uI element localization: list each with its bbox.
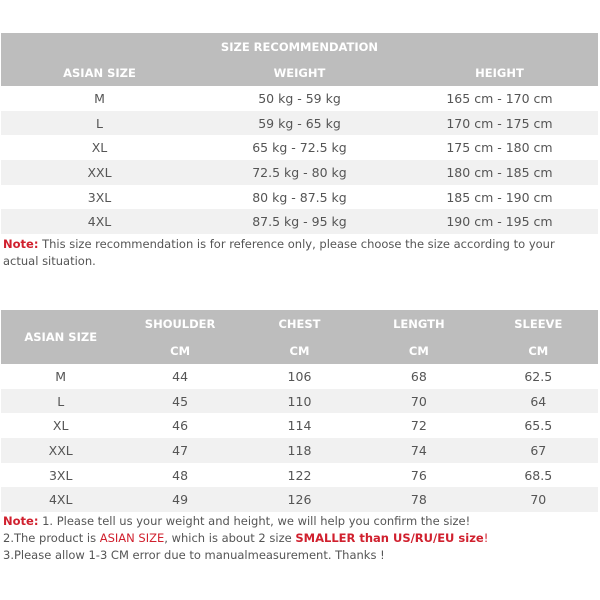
cell-size: 3XL (87, 189, 112, 205)
table-row (1, 135, 598, 160)
cell-chest: 114 (287, 418, 312, 434)
cell-size: 3XL (48, 467, 73, 483)
cell-shoulder: 44 (172, 368, 189, 384)
note-text: This size recommendation is for reference only, please choose the size according to your actual situation. (3, 237, 555, 268)
cell-sleeve: 68.5 (524, 467, 553, 483)
table-row (1, 364, 598, 389)
cell-weight: 65 kg - 72.5 kg (252, 140, 347, 156)
cell-length: 70 (410, 393, 427, 409)
cell-height: 180 cm - 185 cm (446, 164, 553, 180)
cell-sleeve: 62.5 (524, 368, 553, 384)
cell-height: 170 cm - 175 cm (446, 115, 553, 131)
note-line-2 (3, 530, 563, 547)
table-row (1, 438, 598, 463)
cell-shoulder: 48 (172, 467, 189, 483)
cell-weight: 59 kg - 65 kg (258, 115, 341, 131)
cell-size: M (55, 368, 67, 384)
note-line-2-text-c: , which is about 2 size (164, 531, 296, 545)
header-length: LENGTH (393, 316, 445, 331)
header-chest: CHEST (278, 316, 321, 331)
cell-shoulder: 46 (172, 418, 189, 434)
table-row (1, 185, 598, 210)
cell-shoulder: 49 (172, 492, 189, 508)
cell-length: 78 (410, 492, 427, 508)
cell-chest: 106 (287, 368, 312, 384)
cell-shoulder: 45 (172, 393, 189, 409)
note-line-1-text: 1. Please tell us your weight and height, we will help you confirm the size! (38, 514, 471, 528)
cell-size: XXL (48, 442, 73, 458)
cell-length: 74 (410, 442, 427, 458)
table-row (1, 160, 598, 185)
note-line-3: 3.Please allow 1-3 CM error due to manualmeasurement. Thanks ! (3, 548, 385, 562)
header-shoulder: SHOULDER (144, 316, 216, 331)
table-row (1, 463, 598, 488)
asian-size-highlight: ASIAN SIZE (99, 531, 165, 545)
cell-size: L (57, 393, 65, 409)
header-asian-size: ASIAN SIZE (63, 65, 136, 80)
cell-size: XXL (87, 164, 112, 180)
cell-height: 185 cm - 190 cm (446, 189, 553, 205)
note-label: Note: (3, 237, 39, 251)
cell-sleeve: 70 (530, 492, 547, 508)
table-title-row (1, 33, 598, 59)
cell-height: 190 cm - 195 cm (446, 214, 553, 230)
unit-sleeve: CM (528, 343, 549, 358)
cell-size: XL (52, 418, 69, 434)
cell-sleeve: 67 (530, 442, 547, 458)
header-sleeve: SLEEVE (514, 316, 563, 331)
table-row (1, 389, 598, 414)
table-row (1, 209, 598, 234)
cell-weight: 80 kg - 87.5 kg (252, 189, 347, 205)
header-asian-size: ASIAN SIZE (24, 330, 98, 344)
cell-length: 72 (410, 418, 427, 434)
cell-length: 68 (410, 368, 427, 384)
table-row (1, 111, 598, 136)
cell-size: L (96, 115, 103, 131)
header-weight: WEIGHT (273, 65, 326, 80)
table-row (1, 413, 598, 438)
table-row (1, 86, 598, 111)
cell-size: M (94, 90, 105, 106)
cell-weight: 72.5 kg - 80 kg (252, 164, 347, 180)
cell-size: XL (91, 140, 108, 156)
note-line-2-exclaim: ! (483, 531, 489, 545)
cell-height: 175 cm - 180 cm (446, 140, 553, 156)
cell-size: 4XL (48, 492, 73, 508)
table-header-row (1, 59, 598, 86)
cell-chest: 110 (287, 393, 312, 409)
measurement-table (1, 310, 598, 512)
size-recommendation-table (1, 33, 598, 234)
unit-length: CM (408, 343, 429, 358)
unit-chest: CM (289, 343, 310, 358)
table-title: SIZE RECOMMENDATION (220, 39, 379, 54)
cell-chest: 122 (287, 467, 312, 483)
note-line-2-text-a: 2.The product is (3, 531, 100, 545)
table-row (1, 487, 598, 512)
unit-shoulder: CM (170, 343, 191, 358)
cell-height: 165 cm - 170 cm (446, 90, 553, 106)
cell-length: 76 (410, 467, 427, 483)
cell-weight: 50 kg - 59 kg (258, 90, 341, 106)
cell-weight: 87.5 kg - 95 kg (252, 214, 347, 230)
measurement-note (3, 513, 563, 564)
cell-shoulder: 47 (172, 442, 189, 458)
note-line-1 (3, 513, 563, 530)
table-header-row (1, 310, 598, 337)
header-height: HEIGHT (475, 65, 524, 80)
cell-chest: 118 (287, 442, 312, 458)
smaller-highlight: SMALLER than US/RU/EU size (295, 531, 484, 545)
cell-sleeve: 65.5 (524, 418, 553, 434)
note-label: Note: (3, 514, 39, 528)
size-recommendation-note (3, 236, 588, 270)
cell-sleeve: 64 (530, 393, 547, 409)
cell-size: 4XL (87, 214, 112, 230)
cell-chest: 126 (287, 492, 312, 508)
